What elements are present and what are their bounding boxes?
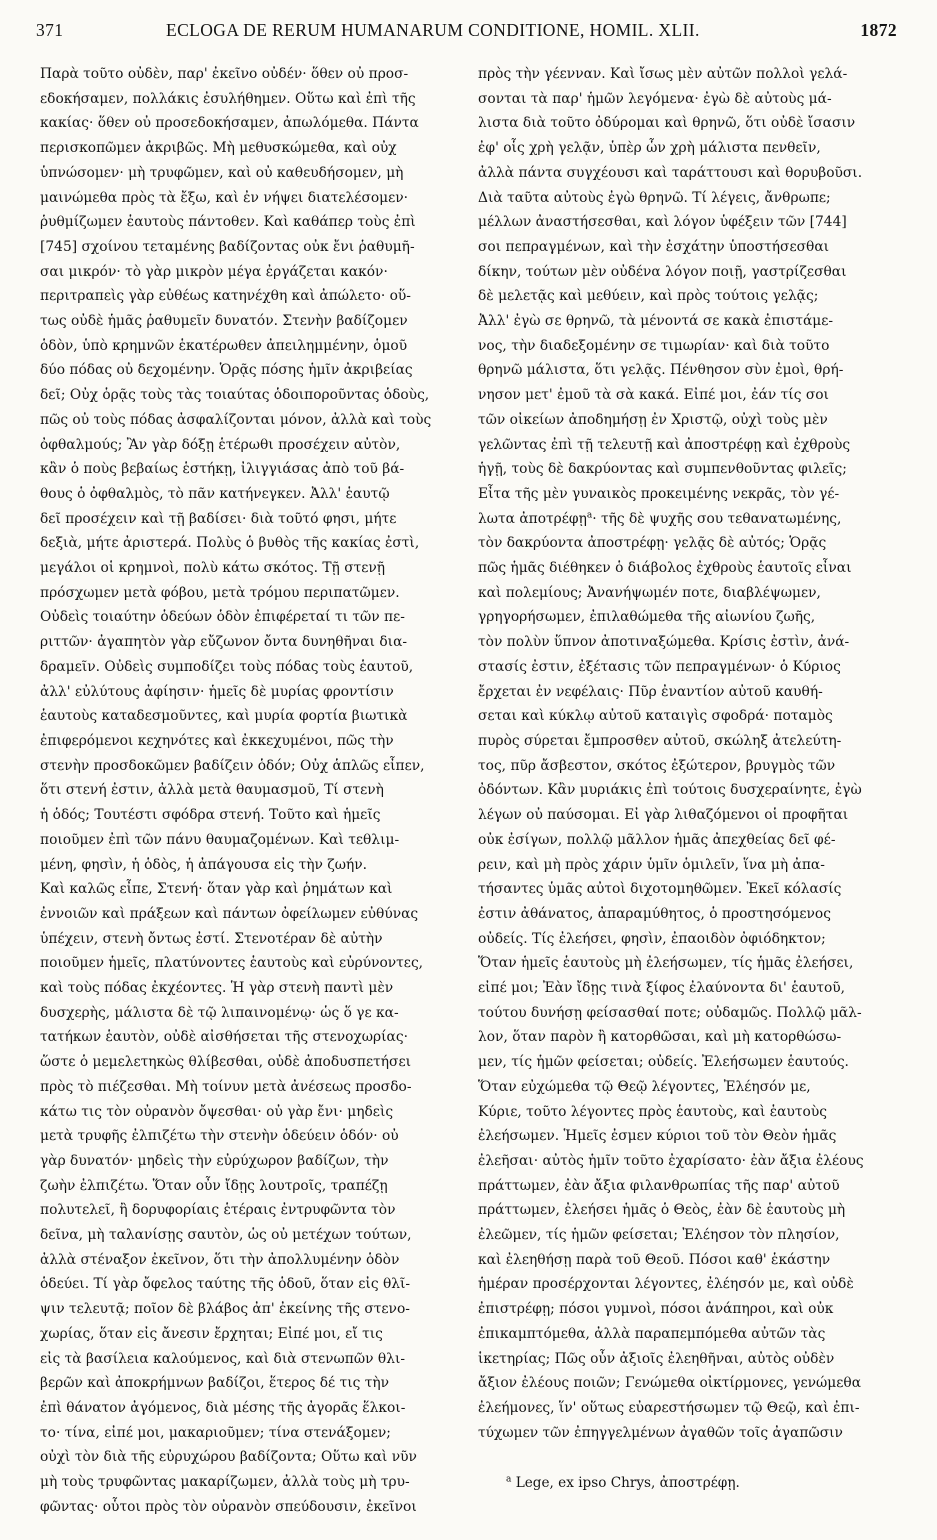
text-line: δεῖνα, μὴ ταλανίσῃς σαυτὸν, ὡς οὐ μετέχων τούτων, (40, 1227, 412, 1244)
text-line: ἱκετηρίας; Πῶς οὖν ἀξιοῖς ἐλεηθῆναι, αὐτὸς οὐδὲν (478, 1350, 835, 1367)
text-line: τῶν οἰκείων ἀποδημήσῃ ἐν Χριστῷ, οὐχὶ τοὺς μὲν (478, 411, 828, 428)
text-line: πῶς ἡμᾶς διέθηκεν ὁ διάβολος ἐχθροὺς ἑαυτοῖς εἶναι (478, 560, 852, 577)
text-line: ρειν, καὶ μὴ πρὸς χάριν ὑμῖν ὁμιλεῖν, ἵνα μὴ ἀπα- (478, 856, 825, 873)
text-line: Ὅταν εὐχώμεθα τῷ Θεῷ λέγοντες, Ἐλέησόν με, (478, 1078, 811, 1095)
text-line: πράττωμεν, ἐλεήσει ἡμᾶς ὁ Θεὸς, ἐὰν δὲ ἑαυτοὺς μὴ (478, 1202, 846, 1219)
text-line: ἐπὶ θάνατον ἀγόμενος, διὰ μέσης τῆς ἀγορᾶς ἕλκοι- (40, 1399, 406, 1416)
text-line: δεῖ προσέχειν καὶ τῇ βαδίσει· διὰ τοῦτό φησι, μήτε (40, 510, 397, 527)
text-line: Καὶ καλῶς εἶπε, Στενή· ὅταν γὰρ καὶ ῥημάτων καὶ (40, 881, 393, 898)
text-line: καὶ πολεμίους; Ἀνανήψωμέν ποτε, διαβλέψωμεν, (478, 584, 821, 601)
text-line: ὀδόντων. Κἂν μυριάκις ἐπὶ τούτοις δυσχεραίνητε, ἐγὼ (478, 782, 862, 799)
text-line: στενὴν προσδοκῶμεν βαδίζειν ὁδόν; Οὐχ ἁπλῶς εἶπεν, (40, 757, 425, 774)
text-line: ὑπνώσομεν· μὴ τρυφῶμεν, καὶ οὐ καθευδήσομεν, μὴ (40, 164, 404, 181)
text-line: δυσχερὴς, μάλιστα δὲ τῷ λιπαινομένῳ· ὡς ὅ γε κα- (40, 1004, 399, 1021)
text-line: ὥστε ὁ μεμελετηκὼς θλίβεσθαι, οὐδὲ ἀποδυσπετήσει (40, 1054, 412, 1071)
text-line: τήσαντες ὑμᾶς αὐτοὶ διχοτομηθῶμεν. Ἐκεῖ κόλασίς (478, 881, 842, 898)
text-line: [745] σχοίνου τεταμένης βαδίζοντας οὐκ ἔνι ῥαθυμῆ- (40, 238, 415, 255)
text-line: μένη, φησὶν, ἡ ὁδὸς, ἡ ἀπάγουσα εἰς τὴν ζωήν. (40, 856, 368, 873)
text-line: ἐπικαμπτόμεθα, ἀλλὰ παραπεμπόμεθα αὐτῶν τὰς (478, 1325, 826, 1342)
text-line: μετὰ τρυφῆς ἐλπιζέτω τὴν στενὴν ὁδεύειν ὁδόν· οὐ (40, 1128, 399, 1145)
text-line: τως οὐδὲ ἡμᾶς ῥαθυμεῖν δυνατόν. Στενὴν βαδίζομεν (40, 313, 408, 330)
text-line: δεῖ; Οὐχ ὁρᾷς τοὺς τὰς τοιαύτας ὁδοιποροῦντας ὁδοὺς, (40, 387, 430, 404)
text-line: λον, ὅταν παρὸν ἢ κατορθῶσαι, καὶ μὴ κατορθώσω- (478, 1029, 842, 1046)
text-line: εδοκήσαμεν, πολλάκις ἐσυλήθημεν. Οὕτω καὶ ἐπὶ τῆς (40, 90, 416, 107)
text-line: δεξιὰ, μήτε ἀριστερά. Πολὺς ὁ βυθὸς τῆς κακίας ἐστὶ, (40, 535, 420, 552)
text-line: κάτω τις τὸν οὐρανὸν ὄψεσθαι· οὐ γὰρ ἔνι· μηδεὶς (40, 1103, 394, 1120)
text-line: ἐστιν ἀθάνατος, ἀπαραμύθητος, ὁ προστησόμενος (478, 905, 831, 922)
text-line: πολυτελεῖ, ἢ δορυφορίαις ἑτέραις ἐντρυφῶντα τὸν (40, 1202, 396, 1219)
text-line: βερῶν καὶ ἀποκρήμνων βαδίζοι, ἕτερος δέ τις τὴν (40, 1375, 390, 1392)
text-line: γελῶντας ἐπὶ τῇ τελευτῇ καὶ ἀποστρέφῃ καὶ ἐχθροὺς (478, 436, 851, 453)
text-line: ἑαυτοὺς καταδεσμοῦντες, καὶ μυρία φορτία βιωτικὰ (40, 708, 408, 725)
text-line: ζωὴν ἐλπιζέτω. Ὅταν οὖν ἴδῃς λουτροῖς, τραπέζῃ (40, 1177, 388, 1194)
text-line: πρὸς τὸ πιέζεσθαι. Μὴ τοίνυν μετὰ ἀνέσεως προσδο- (40, 1078, 412, 1095)
text-line: νος, τὴν διαδεξομένην σε τιμωρίαν· καὶ διὰ τοῦτο (478, 337, 830, 354)
right-text-column (478, 62, 898, 1445)
text-line: ἡμέραν προσέρχονται λέγοντες, ἐλέησόν με, καὶ οὐδὲ (478, 1276, 854, 1293)
text-line: θους ὁ ὀφθαλμὸς, τὸ πᾶν κατήνεγκεν. Ἀλλ' ἑαυτῷ (40, 485, 390, 502)
text-line: ἀλλ' εὐλύτους ἀφίησιν· ἡμεῖς δὲ μυρίας φροντίσιν (40, 683, 394, 700)
text-line: σεται καὶ κύκλῳ αὐτοῦ καταιγὶς σφοδρά· ποταμὸς (478, 708, 833, 725)
text-line: ὁδεύει. Τί γὰρ ὄφελος ταύτης τῆς ὁδοῦ, ὅταν εἰς θλῖ- (40, 1276, 411, 1293)
text-line: μεν, τίς ἡμῶν φείσεται; οὐδείς. Ἐλεήσωμεν ἑαυτούς. (478, 1054, 849, 1071)
text-line: οὐκ ἐσίγων, πολλῷ μᾶλλον ἡμᾶς ἀπεχθείας δεῖ φέ- (478, 831, 836, 848)
text-line: τὸν δακρύοντα ἀποστρέφῃ· γελᾷς δὲ αὐτός; Ὁρᾷς (478, 535, 827, 552)
text-line: δραμεῖν. Οὐδεὶς συμποδίζει τοὺς πόδας τοὺς ἑαυτοῦ, (40, 658, 414, 675)
text-line: ἐπιφερόμενοι κεχηνότες καὶ ἐκκεχυμένοι, πῶς τὴν (40, 732, 394, 749)
column-number: 1872 (860, 20, 897, 40)
text-line: ἐπιστρέφῃ; πόσοι γυμνοὶ, πόσοι ἀνάπηροι, καὶ οὐκ (478, 1301, 834, 1318)
text-line: τὸν πολὺν ὕπνον ἀποτιναξώμεθα. Κρίσις ἐστὶν, ἀνά- (478, 634, 850, 651)
text-line: ἡγῇ, τοὺς δὲ δακρύοντας καὶ συμπενθοῦντας φιλεῖς; (478, 461, 847, 478)
page-header (36, 8, 897, 50)
text-line: ψιν τελευτᾷ; ποῖον δὲ βλάβος ἀπ' ἐκείνης τῆς στενο- (40, 1301, 410, 1318)
text-line: τατήκων ἑαυτὸν, οὐδὲ αἰσθήσεται τῆς στενοχωρίας· (40, 1029, 408, 1046)
text-line: γὰρ δυνατόν· μηδεὶς τὴν εὐρύχωρον βαδίζων, τὴν (40, 1152, 389, 1169)
text-line: ριττῶν· ἀγαπητὸν γὰρ εὔζωνον ὄντα δυνηθῆναι δια- (40, 634, 408, 651)
text-line: το· τίνα, εἰπέ μοι, μακαριοῦμεν; τίνα στενάξομεν; (40, 1424, 391, 1441)
text-line: εἰπέ μοι; Ἐὰν ἴδῃς τινὰ ξίφος ἐλαύνοντα δι' ἑαυτοῦ, (478, 980, 846, 997)
text-line: φῶντας· οὗτοι πρὸς τὸν οὐρανὸν σπεύδουσιν, ἐκεῖνοι (40, 1498, 417, 1515)
text-line: ἐννοιῶν καὶ πράξεων καὶ πάντων ὀφείλωμεν εὐθύνας (40, 905, 419, 922)
text-line: ἐλεήμονες, ἵν' οὕτως εὐαρεστήσωμεν τῷ Θεῷ, καὶ ἐπι- (478, 1399, 860, 1416)
text-line: δὲ μελετᾷς καὶ μεθύειν, καὶ πρὸς τούτοις γελᾷς; (478, 288, 819, 305)
text-line: περισκοπῶμεν ἀκριβῶς. Μὴ μεθυσκώμεθα, καὶ οὐχ (40, 140, 397, 157)
text-line: λωτα ἀποτρέφῃ$^a$· τῆς δὲ ψυχῆς σου τεθανατωμένης, (478, 510, 842, 527)
text-line: λέγων οὐ παύσομαι. Εἰ γὰρ λιθαζόμενοι οἱ προφῆται (478, 807, 849, 824)
text-line: χωρίας, ὅταν εἰς ἄνεσιν ἔρχηται; Εἰπέ μοι, εἴ τις (40, 1325, 383, 1342)
text-line: ἐφ' οἷς χρὴ γελᾷν, ὑπὲρ ὧν χρὴ μάλιστα πενθεῖν, (478, 140, 821, 157)
text-line: Εἶτα τῆς μὲν γυναικὸς προκειμένης νεκρᾶς, τὸν γέ- (478, 485, 840, 502)
left-text-column (40, 62, 460, 1519)
text-line: τύχωμεν τῶν ἐπηγγελμένων ἀγαθῶν τοῖς ἀγαπῶσιν (478, 1424, 843, 1441)
text-line: Ὅταν ἡμεῖς ἑαυτοὺς μὴ ἐλεήσωμεν, τίς ἡμᾶς ἐλεήσει, (478, 955, 854, 972)
text-line: Κύριε, τοῦτο λέγοντες πρὸς ἑαυτοὺς, καὶ ἑαυτοὺς (478, 1103, 827, 1120)
running-title: ECLOGA DE RERUM HUMANARUM CONDITIONE, HOMIL. XLII. (166, 20, 700, 40)
text-line: ὀφθαλμούς; Ἂν γὰρ δόξῃ ἑτέρωθι προσέχειν αὐτὸν, (40, 436, 401, 453)
text-line: ὑπέχειν, στενὴ ὄντως ἐστί. Στενοτέραν δὲ αὐτὴν (40, 930, 383, 947)
text-line: Διὰ ταῦτα αὐτοὺς ἐγὼ θρηνῶ. Τί λέγεις, ἄνθρωπε; (478, 189, 831, 206)
text-line: οὐχὶ τὸν διὰ τῆς εὐρυχώρου βαδίζοντα; Οὕτω καὶ νῦν (40, 1449, 417, 1466)
text-line: σονται τὰ παρ' ἡμῶν λεγόμενα· ἐγὼ δὲ αὐτοὺς μά- (478, 90, 832, 107)
text-line: κἂν ὁ ποὺς βεβαίως ἑστήκῃ, ἰλιγγιάσας ἀπὸ τοῦ βά- (40, 461, 405, 478)
text-line: δίκην, τούτων μὲν οὐδένα λόγον ποιῇ, γαστρίζεσθαι (478, 263, 847, 280)
text-line: Παρὰ τοῦτο οὐδὲν, παρ' ἐκεῖνο οὐδέν· ὅθεν οὐ προσ- (40, 66, 409, 82)
text-line: λιστα διὰ τοῦτο ὀδύρομαι καὶ θρηνῶ, ὅτι οὐδὲ ἴσασιν (478, 115, 856, 132)
text-line: μαινώμεθα πρὸς τὰ ἔξω, καὶ ἐν νήψει διατελέσομεν· (40, 189, 409, 206)
footnote-text: Lege, ex ipso Chrys, ἀποστρέφῃ. (515, 1475, 740, 1491)
text-line: δύο πόδας οὐ δεχομένην. Ὁρᾷς πόσης ἡμῖν ἀκριβείας (40, 362, 413, 379)
footnote (506, 1473, 740, 1493)
text-line: σαι μικρόν· τὸ γὰρ μικρὸν μέγα ἐργάζεται κακόν· (40, 263, 388, 280)
footnote-reference: a (586, 510, 593, 521)
text-line: καὶ ἐλεηθήσῃ παρὰ τοῦ Θεοῦ. Πόσοι καθ' ἑκάστην (478, 1251, 831, 1268)
text-line: στασίς ἐστιν, ἐξέτασις τῶν πεπραγμένων· ὁ Κύριος (478, 658, 841, 675)
text-line: Οὐδεὶς τοιαύτην ὁδεύων ὁδὸν ἐπιφέρεταί τι τῶν πε- (40, 609, 405, 626)
text-line: σοι πεπραγμένων, καὶ τὴν ἐσχάτην ὑποστήσεσθαι (478, 238, 830, 255)
text-line: νησον μετ' ἐμοῦ τὰ σὰ κακά. Εἰπέ μοι, ἐάν τίς σοι (478, 387, 829, 404)
text-line: ἀλλὰ στέναξον ἐκεῖνον, ὅτι τὴν ἀπολλυμένην ὁδὸν (40, 1251, 400, 1268)
text-line: πῶς οὐ τοὺς πόδας ἀσφαλίζονται μόνον, ἀλλὰ καὶ τοὺς (40, 411, 432, 428)
text-line: Ἀλλ' ἐγὼ σε θρηνῶ, τὰ μένοντά σε κακὰ ἐπιστάμε- (478, 313, 834, 330)
page-number: 371 (36, 20, 64, 40)
text-line: ἀλλὰ πάντα συγχέουσι καὶ ταράττουσι καὶ θορυβοῦσι. (478, 164, 863, 181)
text-line: καὶ τοὺς πόδας ἐκχέοντες. Ἡ γὰρ στενὴ παντὶ μὲν (40, 980, 394, 997)
text-line: πρόσχωμεν μετὰ φόβου, μετὰ τρόμου περιπατῶμεν. (40, 584, 400, 601)
text-line: ποιοῦμεν ἐπὶ τῶν πάνυ θαυμαζομένων. Καὶ τεθλιμ- (40, 831, 400, 848)
text-line: ἄξιον ἐλέους ποιῶν; Γενώμεθα οἰκτίρμονες, γενώμεθα (478, 1375, 862, 1392)
text-line: περιτραπεὶς γὰρ εὐθέως κατηνέχθη καὶ ἀπώλετο· οὕ- (40, 288, 411, 305)
text-line: τούτου δυνήσῃ φείσασθαί ποτε; οὐδαμῶς. Πολλῷ μᾶλ- (478, 1004, 862, 1021)
text-line: μέλλων ἀναστήσεσθαι, καὶ λόγον ὑφέξειν τῶν [744] (478, 214, 847, 231)
text-line: πράττωμεν, ἐὰν ἄξια φιλανθρωπίας τῆς παρ' αὐτοῦ (478, 1177, 840, 1194)
text-line: ὁδὸν, ὑπὸ κρημνῶν ἑκατέρωθεν ἀπειλημμένην, ὁμοῦ (40, 337, 408, 354)
footnote-marker: a (506, 1474, 512, 1485)
text-line: ἡ ὁδός; Τουτέστι σφόδρα στενή. Τοῦτο καὶ ἡμεῖς (40, 807, 381, 824)
text-line: γρηγορήσωμεν, ἐπιλαθώμεθα τῆς αἰωνίου ζωῆς, (478, 609, 816, 626)
text-line: ὅτι στενή ἐστιν, ἀλλὰ μετὰ θαυμασμοῦ, Τί στενὴ (40, 782, 384, 799)
text-line: ποιοῦμεν ἡμεῖς, πλατύνοντες ἑαυτοὺς καὶ εὐρύνοντες, (40, 955, 424, 972)
text-line: εἰς τὰ βασίλεια καλούμενος, καὶ διὰ στενωπῶν θλι- (40, 1350, 406, 1367)
text-line: ἐλεῶμεν, τίς ἡμῶν φείσεται; Ἐλέησον τὸν πλησίον, (478, 1227, 840, 1244)
text-line: ῥυθμίζωμεν ἑαυτοὺς πάντοθεν. Καὶ καθάπερ τοὺς ἐπὶ (40, 214, 416, 231)
text-line: τος, πῦρ ἄσβεστον, σκότος ἐξώτερον, βρυγμὸς τῶν (478, 757, 836, 774)
text-line: θρηνῶ μάλιστα, ὅτι γελᾷς. Πένθησον σὺν ἐμοὶ, θρή- (478, 362, 844, 379)
text-line: οὐδείς. Τίς ἐλεήσει, φησὶν, ἐπαοιδὸν ὀφιόδηκτον; (478, 930, 826, 947)
text-line: πυρὸς σύρεται ἔμπροσθεν αὐτοῦ, σκώληξ ἀτελεύτη- (478, 732, 842, 749)
text-line: μὴ τοὺς τρυφῶντας μακαρίζωμεν, ἀλλὰ τοὺς μὴ τρυ- (40, 1474, 410, 1491)
text-line: πρὸς τὴν γέενναν. Καὶ ἴσως μὲν αὐτῶν πολλοὶ γελά- (478, 66, 848, 82)
text-line: ἐλεήσωμεν. Ἡμεῖς ἐσμεν κύριοι τοῦ τὸν Θεὸν ἡμᾶς (478, 1128, 837, 1145)
text-line: μεγάλοι οἱ κρημνοὶ, πολὺ κάτω σκότος. Τῇ στενῇ (40, 560, 386, 577)
text-line: ἔρχεται ἐν νεφέλαις· Πῦρ ἐναντίον αὐτοῦ καυθή- (478, 683, 823, 700)
text-line: ἐλεῆσαι· αὐτὸς ἡμῖν τοῦτο ἐχαρίσατο· ἐὰν ἄξια ἐλέους (478, 1152, 864, 1169)
text-line: κακίας· ὅθεν οὐ προσεδοκήσαμεν, ἀπωλόμεθα. Πάντα (40, 115, 419, 132)
